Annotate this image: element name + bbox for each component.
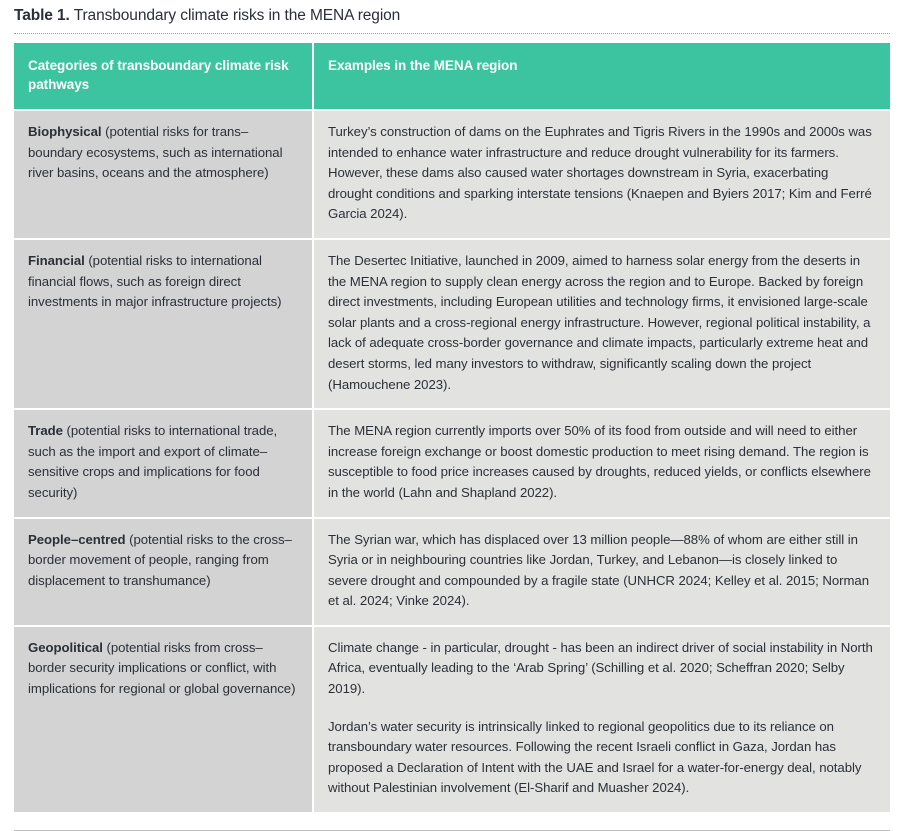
cell-risk-category: [14, 109, 314, 238]
cell-risk-category: [14, 625, 314, 812]
table-row: [14, 238, 890, 408]
cell-risk-category: [14, 238, 314, 408]
risk-category-term: Biophysical: [28, 124, 102, 139]
cell-risk-category: [14, 408, 314, 516]
cell-mena-example: [314, 408, 890, 516]
transboundary-climate-risks-table: [14, 43, 890, 812]
example-paragraph: The MENA region currently imports over 50% of its food from outside and will need to either increase foreign exchange or boost domestic production to meet rising demand. The region is susceptible to food price increases caused by droughts, reduced yields, or conflicts elsewhere in the world (Lahn and Shapland 2022).: [328, 423, 871, 500]
cell-mena-example: [314, 517, 890, 625]
cell-mena-example: [314, 238, 890, 408]
example-paragraph: The Desertec Initiative, launched in 2009, aimed to harness solar energy from the deserts in the MENA region to supply clean energy across the region and to Europe. Backed by foreign direct investments, including European utilities and technology firms, it envisioned large-scale solar plants and a cross-regional energy infrastructure. However, regional political instability, a lack of adequate cross-border governance and climate impacts, particularly extreme heat and desert storms, led many investors to withdraw, significantly scaling down the project (Hamouchene 2023).: [328, 252, 871, 392]
risk-category-description: (potential risks to international trade, such as the import and export of climate–sensitive crops and implications for food security): [28, 423, 278, 500]
column-header-category: Categories of transboundary climate risk pathways: [14, 43, 314, 109]
risk-category-description: (potential risks to the cross–border movement of people, ranging from displacement to transhumance): [28, 531, 292, 588]
risk-category-term: Geopolitical: [28, 639, 103, 655]
table-row: [14, 109, 890, 238]
risk-category-description: (potential risks to international financial flows, such as foreign direct investments in major infrastructure projects): [28, 252, 282, 310]
risk-category-description: (potential risks from cross–border security implications or conflict, with implications for regional or global governance): [28, 639, 296, 697]
caption-label: Table 1.: [14, 7, 70, 24]
example-paragraph: The Syrian war, which has displaced over 13 million people—88% of whom are either still in Syria or in neighbouring countries like Jordan, Turkey, and Lebanon—is closely linked to severe drought and compounded by a fragile state (UNHCR 2024; Kelley et al. 2015; Norman et al. 2024; Vinke 2024).: [328, 531, 869, 609]
caption-text: Transboundary climate risks in the MENA region: [69, 7, 401, 24]
caption-divider: [14, 33, 890, 34]
risk-category-term: People–centred: [28, 531, 126, 547]
column-header-examples: Examples in the MENA region: [314, 43, 890, 109]
cell-mena-example: [314, 109, 890, 238]
example-paragraph: Turkey’s construction of dams on the Euphrates and Tigris Rivers in the 1990s and 2000s was intended to enhance water infrastructure and reduce drought vulnerability for its farmers. However, these dams also caused water shortages downstream in Syria, exacerbating drought conditions and sparking interstate tensions (Knaepen and Byiers 2017; Kim and Ferré Garcia 2024).: [328, 124, 872, 222]
table-header-row: [14, 43, 890, 109]
example-paragraph: Climate change - in particular, drought - has been an indirect driver of social instability in North Africa, eventually leading to the ‘Arab Spring’ (Schilling et al. 2020; Scheffran 2020; Selby 2019).: [328, 639, 873, 697]
table-caption: [0, 0, 904, 26]
table-container: [14, 43, 890, 831]
table-row: [14, 625, 890, 812]
table-row: [14, 408, 890, 516]
risk-category-term: Financial: [28, 252, 85, 268]
cell-mena-example: [314, 625, 890, 812]
cell-risk-category: [14, 517, 314, 625]
table-row: [14, 517, 890, 625]
table-body: [14, 109, 890, 812]
risk-category-term: Trade: [28, 423, 63, 439]
risk-category-description: (potential risks for trans–boundary ecosystems, such as international river basins, oceans and the atmosphere): [28, 124, 283, 181]
table-header: [14, 43, 890, 109]
example-paragraph: Jordan’s water security is intrinsically linked to regional geopolitics due to its reliance on transboundary water resources. Following the recent Israeli conflict in Gaza, Jordan has proposed a Declaration of Intent with the UAE and Israel for a water-for-energy deal, notably without Palestinian involvement (El-Sharif and Muasher 2024).: [328, 718, 862, 796]
